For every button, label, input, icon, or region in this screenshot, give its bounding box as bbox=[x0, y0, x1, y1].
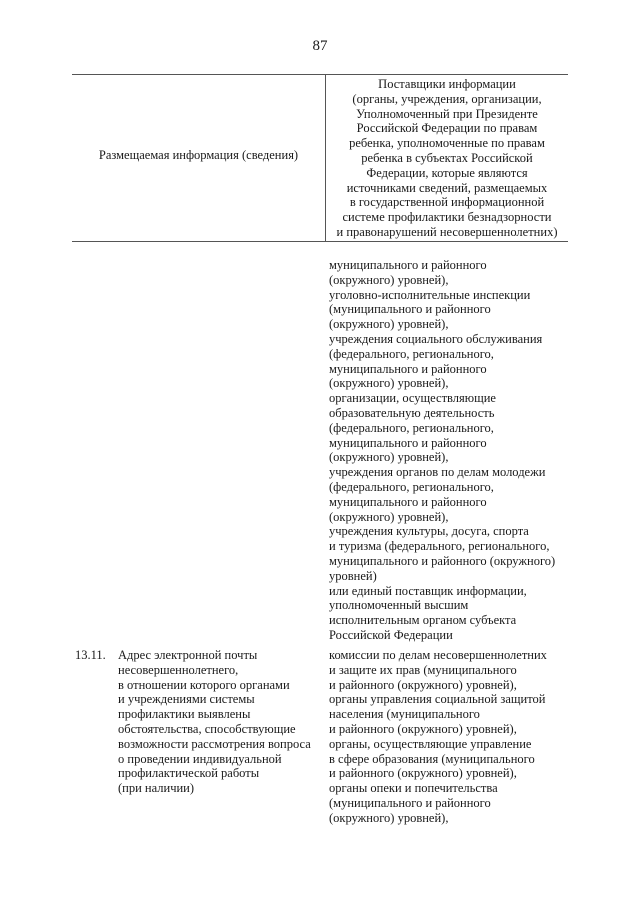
text-line: и районного (окружного) уровней), bbox=[329, 766, 517, 781]
header-line: (органы, учреждения, организации, bbox=[352, 91, 542, 106]
text-line: возможности рассмотрения вопроса bbox=[118, 736, 311, 751]
text-line: учреждения органов по делам молодежи bbox=[329, 465, 546, 480]
text-line: профилактики выявлены bbox=[118, 707, 251, 722]
row-description-cell bbox=[118, 648, 311, 796]
text-line: (федерального, регионального, bbox=[329, 420, 494, 435]
header-placed-information: Размещаемая информация (сведения) bbox=[98, 148, 299, 162]
text-line: (окружного) уровней), bbox=[329, 317, 449, 332]
text-line: (федерального, регионального, bbox=[329, 346, 494, 361]
text-line: профилактической работы bbox=[118, 766, 260, 781]
text-line: органы управления социальной защитой bbox=[329, 692, 546, 707]
text-line: уровней) bbox=[329, 568, 377, 583]
header-line: Российской Федерации по правам bbox=[356, 121, 538, 136]
continued-providers-cell bbox=[329, 258, 555, 643]
text-line: органы, осуществляющие управление bbox=[329, 736, 532, 751]
text-line: образовательную деятельность bbox=[329, 405, 495, 420]
header-line: системе профилактики безнадзорности bbox=[342, 210, 552, 225]
text-line: (окружного) уровней), bbox=[329, 272, 449, 287]
text-line: муниципального и районного bbox=[329, 361, 487, 376]
header-line: ребенка, уполномоченные по правам bbox=[349, 136, 545, 151]
row-number: 13.11. bbox=[75, 648, 106, 662]
text-line: и туризма (федерального, регионального, bbox=[329, 539, 550, 554]
text-line: и районного (окружного) уровней), bbox=[329, 677, 517, 692]
text-line: Адрес электронной почты bbox=[118, 648, 258, 662]
text-line: и защите их прав (муниципального bbox=[329, 662, 517, 677]
header-line: Уполномоченный при Президенте bbox=[356, 106, 538, 121]
text-line: обстоятельства, способствующие bbox=[118, 721, 296, 736]
text-line: муниципального и районного bbox=[329, 258, 487, 272]
text-line: в отношении которого органами bbox=[118, 677, 290, 692]
header-line: в государственной информационной bbox=[349, 195, 545, 210]
header-line: Федерации, которые являются bbox=[366, 165, 528, 180]
text-line: в сфере образования (муниципального bbox=[329, 751, 535, 766]
text-line: учреждения социального обслуживания bbox=[329, 331, 543, 346]
text-line: организации, осуществляющие bbox=[329, 391, 496, 406]
text-line: учреждения культуры, досуга, спорта bbox=[329, 524, 529, 539]
text-line: (федерального, регионального, bbox=[329, 479, 494, 494]
text-line: муниципального и районного (окружного) bbox=[329, 553, 556, 568]
text-line: исполнительным органом субъекта bbox=[329, 613, 517, 628]
text-line: уголовно-исполнительные инспекции bbox=[329, 287, 531, 302]
text-line: комиссии по делам несовершеннолетних bbox=[329, 648, 547, 662]
row-providers-cell bbox=[329, 648, 547, 826]
header-line: Поставщики информации bbox=[378, 77, 516, 91]
text-line: (муниципального и районного bbox=[329, 795, 491, 810]
text-line: (окружного) уровней), bbox=[329, 810, 449, 825]
text-line: органы опеки и попечительства bbox=[329, 781, 498, 796]
text-line: (окружного) уровней), bbox=[329, 450, 449, 465]
text-line: (муниципального и районного bbox=[329, 302, 491, 317]
table-header-bottom-rule bbox=[72, 241, 568, 242]
header-line: источниками сведений, размещаемых bbox=[346, 180, 548, 195]
page-number: 87 bbox=[312, 38, 328, 54]
text-line: (окружного) уровней), bbox=[329, 376, 449, 391]
text-line: населения (муниципального bbox=[329, 707, 480, 722]
text-line: муниципального и районного bbox=[329, 435, 487, 450]
text-line: и учреждениями системы bbox=[118, 692, 255, 707]
text-line: Российской Федерации bbox=[329, 627, 453, 642]
text-line: муниципального и районного bbox=[329, 494, 487, 509]
header-information-providers bbox=[326, 77, 568, 240]
text-line: и районного (окружного) уровней), bbox=[329, 721, 517, 736]
table-top-rule bbox=[72, 74, 568, 75]
header-line: и правонарушений несовершеннолетних) bbox=[336, 224, 558, 239]
text-line: уполномоченный высшим bbox=[329, 598, 469, 613]
text-line: или единый поставщик информации, bbox=[329, 583, 527, 598]
text-line: о проведении индивидуальной bbox=[118, 751, 282, 766]
text-line: (окружного) уровней), bbox=[329, 509, 449, 524]
text-line: несовершеннолетнего, bbox=[118, 662, 239, 677]
text-line: (при наличии) bbox=[118, 781, 195, 796]
header-line: ребенка в субъектах Российской bbox=[361, 150, 533, 165]
